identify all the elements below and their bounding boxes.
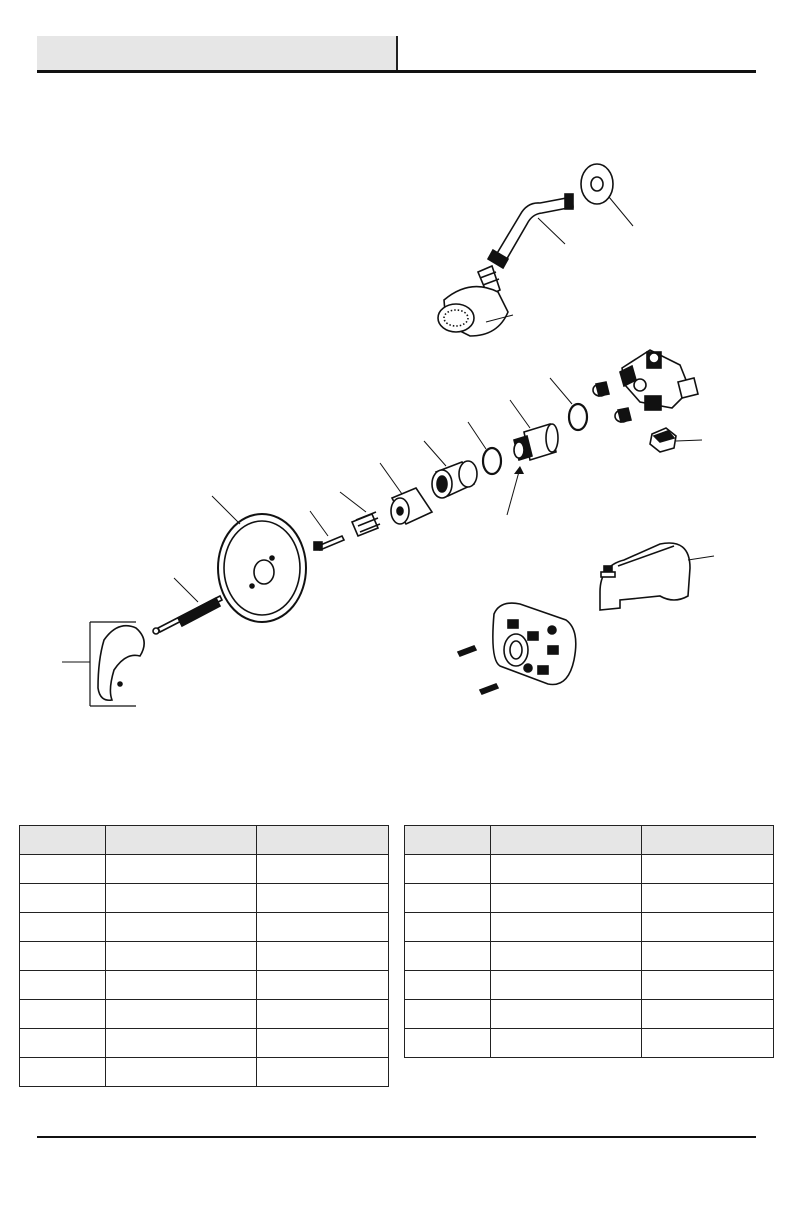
table-cell (405, 1000, 491, 1029)
table-cell (405, 913, 491, 942)
table-cell (491, 971, 642, 1000)
valve-plug-part (593, 382, 631, 422)
table-cell (491, 884, 642, 913)
column-header (106, 826, 257, 855)
table-cell (20, 855, 106, 884)
table-cell (257, 884, 389, 913)
table-row (405, 971, 774, 1000)
table-row (20, 884, 389, 913)
column-header (257, 826, 389, 855)
table-cell (257, 1000, 389, 1029)
table-cell (257, 1029, 389, 1058)
table-cell (257, 971, 389, 1000)
mounting-plate-part (493, 603, 576, 684)
cartridge-part (514, 424, 558, 460)
table-row (20, 913, 389, 942)
escutcheon-plate-part (218, 514, 306, 622)
callout-leader (310, 511, 328, 536)
table-cell (106, 1029, 257, 1058)
table-row (20, 1029, 389, 1058)
retaining-nut-part (432, 461, 477, 498)
table-row (405, 884, 774, 913)
callout-leader (507, 468, 520, 515)
table-row (20, 1058, 389, 1087)
table-cell (405, 855, 491, 884)
footer-rule (37, 1136, 756, 1138)
table-row (20, 942, 389, 971)
callout-leader (688, 556, 714, 560)
callout-leader (174, 578, 198, 602)
callout-leader (424, 441, 446, 466)
table-cell (106, 913, 257, 942)
parts-table-right (404, 825, 774, 1058)
table-cell (405, 1029, 491, 1058)
table-cell (491, 942, 642, 971)
table-cell (405, 942, 491, 971)
table-cell (106, 1058, 257, 1087)
callout-leader (550, 378, 572, 404)
tub-spout-part (600, 543, 690, 610)
callout-leader (380, 463, 402, 494)
table-row (405, 942, 774, 971)
callout-leader (212, 496, 240, 524)
table-cell (642, 971, 774, 1000)
table-cell (491, 1000, 642, 1029)
table-header-row (20, 826, 389, 855)
table-cell (20, 1029, 106, 1058)
callout-leader (340, 492, 366, 512)
table-cell (20, 971, 106, 1000)
table-cell (491, 913, 642, 942)
table-cell (106, 855, 257, 884)
table-cell (491, 1029, 642, 1058)
table-cell (642, 1000, 774, 1029)
callout-leader (510, 400, 530, 428)
table-cell (642, 913, 774, 942)
table-header-row (405, 826, 774, 855)
table-row (405, 1000, 774, 1029)
table-cell (20, 913, 106, 942)
valve-body-part (620, 350, 698, 410)
table-row (405, 1029, 774, 1058)
table-cell (257, 913, 389, 942)
column-header (20, 826, 106, 855)
table-cell (106, 884, 257, 913)
column-header (642, 826, 774, 855)
sleeve-part (391, 488, 432, 524)
table-cell (257, 855, 389, 884)
table-row (20, 971, 389, 1000)
parts-table-left (19, 825, 389, 1087)
shower-arm-part (488, 194, 573, 268)
o-ring-part (569, 404, 587, 430)
cap-nut-part (650, 428, 676, 452)
table-cell (20, 1058, 106, 1087)
column-header (405, 826, 491, 855)
table-cell (642, 855, 774, 884)
adapter-part (352, 512, 380, 536)
callout-leader (609, 197, 633, 226)
handle-part (90, 622, 144, 706)
table-row (405, 855, 774, 884)
table-cell (20, 942, 106, 971)
shower-head-part (438, 266, 508, 336)
table-cell (106, 971, 257, 1000)
callout-leader (676, 440, 702, 441)
table-cell (257, 1058, 389, 1087)
mounting-screw-part (458, 646, 498, 694)
table-cell (405, 884, 491, 913)
table-cell (642, 1029, 774, 1058)
stop-screw-part (314, 536, 344, 550)
table-row (20, 855, 389, 884)
table-row (405, 913, 774, 942)
handle-screw-part (153, 596, 222, 634)
table-cell (491, 855, 642, 884)
o-ring-part (483, 448, 501, 474)
flange-part (581, 164, 613, 204)
table-row (20, 1000, 389, 1029)
table-cell (257, 942, 389, 971)
table-cell (405, 971, 491, 1000)
callout-leader (538, 218, 565, 244)
table-cell (106, 1000, 257, 1029)
callout-leader (468, 422, 486, 449)
table-cell (20, 884, 106, 913)
table-cell (642, 884, 774, 913)
column-header (491, 826, 642, 855)
table-cell (642, 942, 774, 971)
table-cell (20, 1000, 106, 1029)
table-cell (106, 942, 257, 971)
